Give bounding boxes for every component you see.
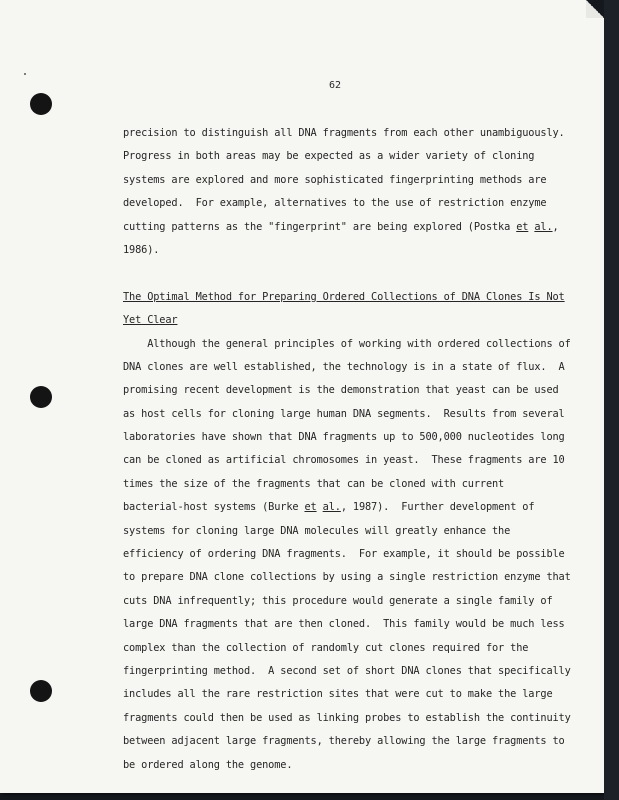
text-line: cuts DNA infrequently; this procedure would generate a single family of: [123, 594, 553, 607]
text-line: developed. For example, alternatives to the use of restriction enzyme: [123, 197, 547, 210]
citation-et: et: [516, 220, 529, 233]
text-line: efficiency of ordering DNA fragments. For example, it should be possible: [123, 548, 565, 561]
paragraph-gap: [123, 262, 563, 285]
heading-line-2: Yet Clear: [123, 314, 178, 327]
text-line: promising recent development is the demonstration that yeast can be used: [123, 384, 559, 397]
text-line: be ordered along the genome.: [123, 758, 293, 771]
text-line: laboratories have shown that DNA fragments up to 500,000 nucleotides long: [123, 431, 565, 444]
text-line: precision to distinguish all DNA fragments from each other unambiguously.: [123, 127, 565, 139]
text-line: Progress in both areas may be expected as a wider variety of cloning: [123, 150, 535, 163]
text-line: between adjacent large fragments, thereby allowing the large fragments to: [123, 735, 565, 748]
citation-tail: ,: [552, 220, 559, 233]
paper-speck: [24, 73, 26, 75]
text-line: complex than the collection of randomly cut clones required for the: [123, 641, 529, 654]
punch-hole-middle: [30, 386, 52, 408]
text-line: Although the general principles of working with ordered collections of: [123, 337, 571, 350]
citation-et: et: [304, 501, 317, 514]
citation-al: al.: [534, 220, 553, 233]
text-line: 1986).: [123, 243, 160, 256]
citation-lead: cutting patterns as the "fingerprint" are being explored (Postka: [123, 220, 517, 233]
paragraph-1: [123, 122, 563, 262]
text-line: as host cells for cloning large human DNA segments. Results from several: [123, 407, 565, 420]
punch-hole-top: [30, 93, 52, 115]
scanner-background: [604, 0, 619, 800]
section-heading: [123, 286, 563, 333]
text-line: fragments could then be used as linking probes to establish the continuity: [123, 711, 571, 724]
text-line: times the size of the fragments that can be cloned with current: [123, 477, 505, 490]
paragraph-2: [123, 333, 571, 777]
heading-line-1: The Optimal Method for Preparing Ordered Collections of DNA Clones Is Not: [123, 290, 565, 303]
text-line: systems are explored and more sophisticated fingerprinting methods are: [123, 173, 547, 186]
text-line: includes all the rare restriction sites that were cut to make the large: [123, 688, 553, 701]
citation-lead: bacterial-host systems (Burke: [123, 501, 305, 514]
body-text: [123, 122, 571, 777]
page-number: 62: [329, 80, 342, 91]
citation-al: al.: [322, 501, 341, 514]
text-line: fingerprinting method. A second set of short DNA clones that specifically: [123, 664, 571, 677]
citation-tail: , 1987). Further development of: [340, 501, 535, 514]
text-line: large DNA fragments that are then cloned. This family would be much less: [123, 618, 565, 631]
text-line: DNA clones are well established, the technology is in a state of flux. A: [123, 360, 565, 373]
text-line-citation: [123, 216, 563, 239]
text-line: can be cloned as artificial chromosomes in yeast. These fragments are 10: [123, 454, 565, 467]
corner-fold: [586, 0, 604, 18]
text-line: to prepare DNA clone collections by using a single restriction enzyme that: [123, 571, 571, 584]
text-line: systems for cloning large DNA molecules will greatly enhance the: [123, 524, 511, 537]
text-line-citation: [123, 496, 563, 519]
punch-hole-bottom: [30, 680, 52, 702]
